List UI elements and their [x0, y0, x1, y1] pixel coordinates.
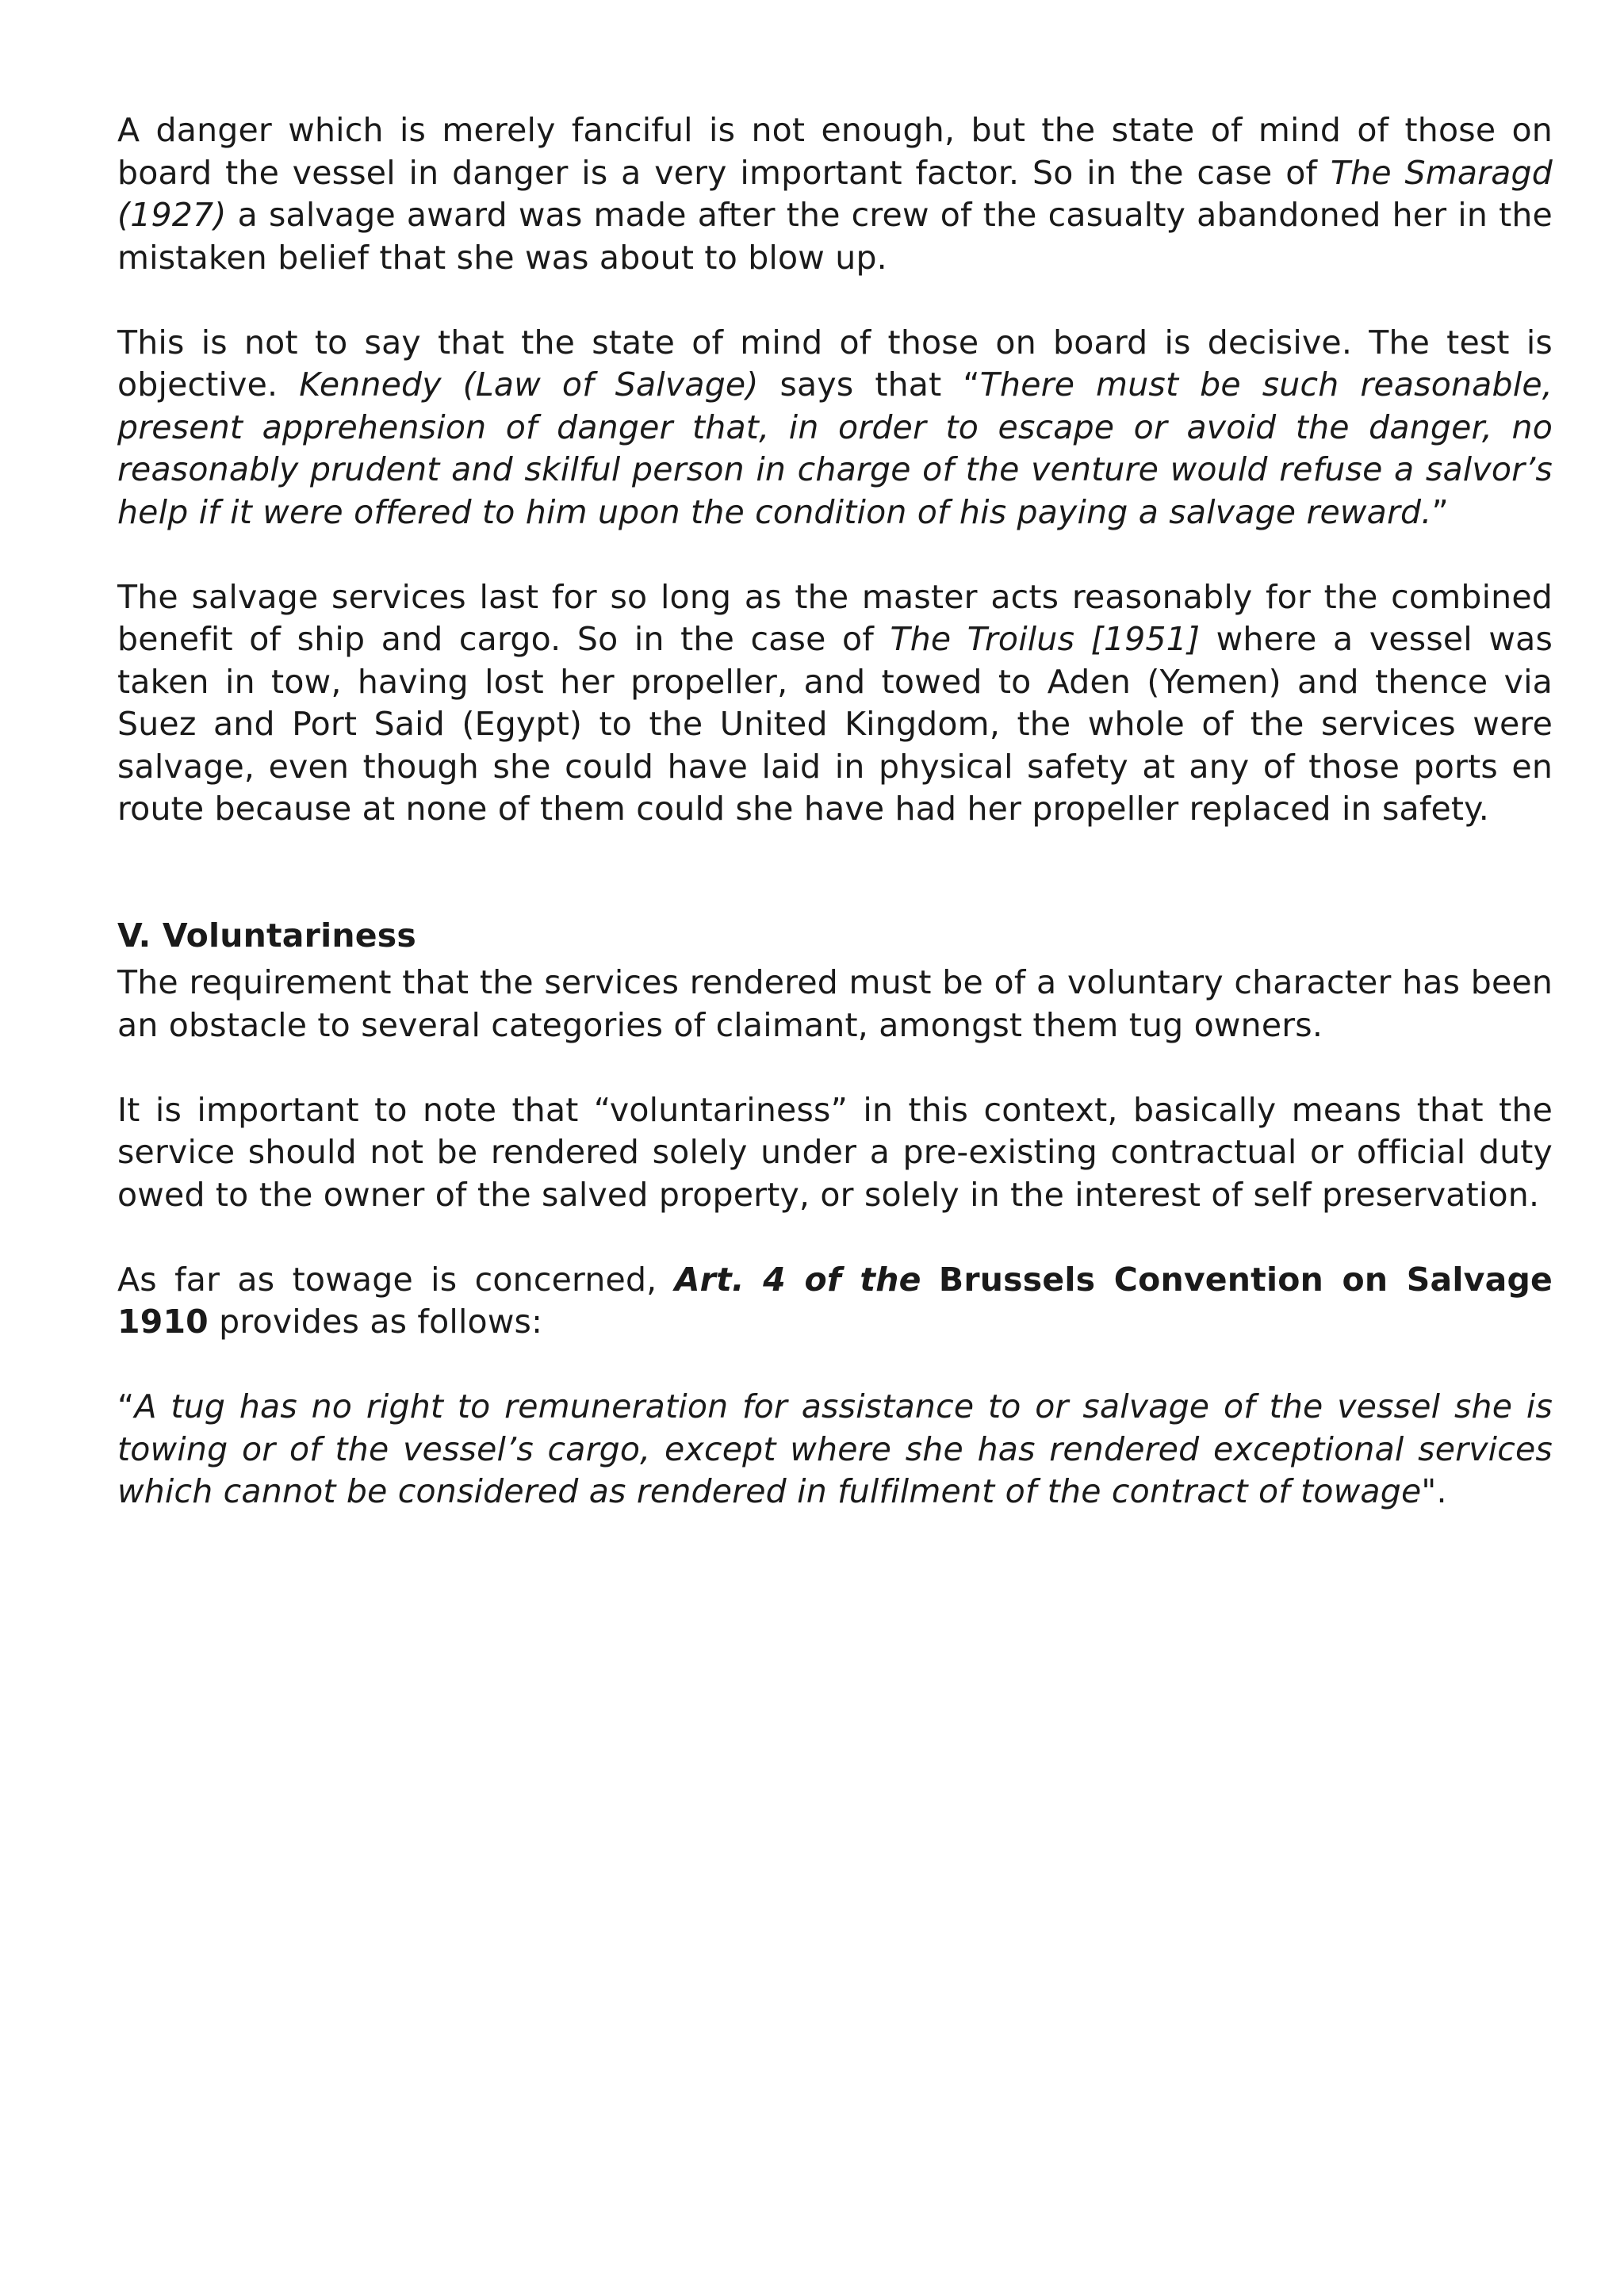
paragraph-text: As far as towage is concerned, — [117, 1260, 675, 1299]
quote-mark: ” — [1431, 492, 1449, 531]
paragraph-text: A danger which is merely fanciful is not enough, but the state of mind of those on board the vessel in danger is a very important factor. So in the case of — [117, 111, 1553, 192]
paragraph-towage-convention — [117, 1259, 1553, 1344]
paragraph-voluntariness-meaning: It is important to note that “voluntariness” in this context, basically means that the service should not be rendered solely under a pre-existing contractual or official duty owed to the owner of the salved property, or solely in the interest of self preservation. — [117, 1090, 1553, 1214]
paragraph-troilus — [117, 576, 1553, 831]
article-reference: Art. 4 of the — [674, 1260, 921, 1299]
case-citation-troilus: The Troilus [1951] — [890, 620, 1201, 658]
paragraph-text: a salvage award was made after the crew of the casualty abandoned her in the mistaken belief that she was about to blow up. — [117, 196, 1553, 277]
paragraph-text: This is not to say that the state of mind of those on board is decisive. The test is objective. — [117, 323, 1553, 404]
paragraph-text: where a vessel was taken in tow, having lost her propeller, and towed to Aden (Yemen) and thence via Suez and Port Said (Egypt) to the United Kingdom, the whole of the services were salvage, even though she could have laid in physical safety at any of those ports en route because at none of them could she have had her propeller replaced in safety. — [117, 620, 1553, 828]
space — [921, 1261, 939, 1299]
quote-mark: ". — [1421, 1472, 1447, 1510]
paragraph-text: The salvage services last for so long as the master acts reasonably for the combined benefit of ship and cargo. So in the case of — [117, 577, 1553, 658]
paragraph-text: provides as follows: — [208, 1303, 543, 1341]
paragraph-article-quote — [117, 1386, 1553, 1513]
paragraph-voluntary-requirement: The requirement that the services rendered must be of a voluntary character has been an obstacle to several categories of claimant, amongst them tug owners. — [117, 963, 1553, 1044]
document-page — [117, 109, 1553, 1556]
paragraph-kennedy — [117, 322, 1553, 534]
author-citation-kennedy: Kennedy (Law of Salvage) — [299, 365, 759, 404]
quotation-kennedy: There must be such reasonable, present apprehension of danger that, in order to escape or avoid the danger, no reasonably prudent and skilful person in charge of the venture would refuse a salvor’s help if it were offered to him upon the condition of his paying a salvage reward. — [117, 365, 1553, 531]
quotation-article-4: A tug has no right to remuneration for assistance to or salvage of the vessel she is towing or of the vessel’s cargo, except where she has rendered exceptional services which cannot be considered as rendered in fulfilment of the contract of towage — [117, 1387, 1553, 1510]
quote-mark: “ — [117, 1387, 135, 1425]
case-citation-smaragd: The Smaragd (1927) — [117, 153, 1553, 234]
paragraph-text: says that “ — [758, 365, 980, 404]
convention-name: Brussels Convention on Salvage 1910 — [117, 1260, 1553, 1341]
paragraph-smaragd — [117, 109, 1553, 279]
section-heading-voluntariness: V. Voluntariness — [117, 916, 416, 955]
